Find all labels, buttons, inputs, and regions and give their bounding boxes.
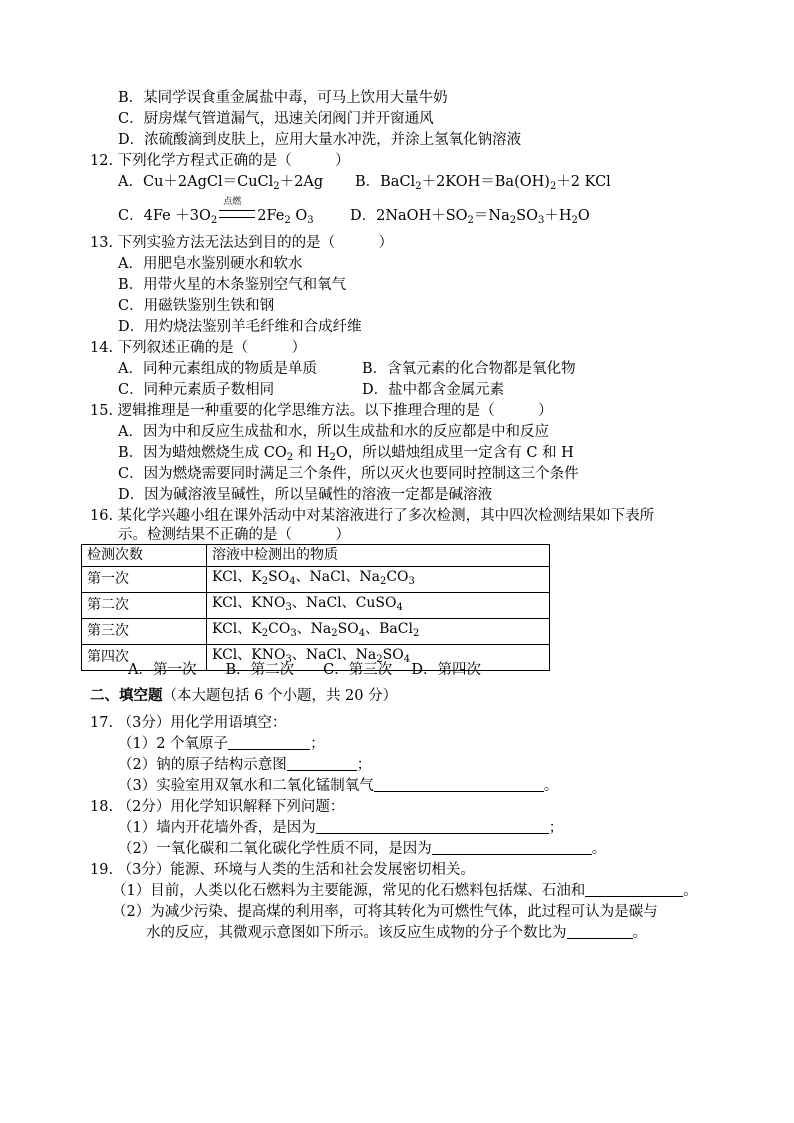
- section-heading: [90, 686, 397, 706]
- answer-blank[interactable]: [316, 819, 549, 834]
- q12-option-a: A．Cu＋2AgCl＝CuCl$_2$＋2Ag: [118, 174, 324, 192]
- q18-part2: （2）一氧化碳和二氧化碳化学性质不同，是因为 。: [118, 841, 607, 857]
- q11-option-b: B．某同学误食重金属盐中毒，可马上饮用大量牛奶: [118, 90, 448, 106]
- table-row: [82, 619, 550, 645]
- table-cell-label: 第二次: [82, 593, 207, 619]
- q13-option-c: C．用磁铁鉴别生铁和钢: [118, 298, 275, 314]
- q13-option-a: A．用肥皂水鉴别硬水和软水: [118, 256, 303, 272]
- table-cell-substances: KCl、$K_2SO_4$、NaCl、$Na_2CO_3$: [207, 567, 550, 593]
- table-header-cell: 溶液中检测出的物质: [207, 545, 550, 567]
- q18-stem: 18. （2分）用化学知识解释下列问题：: [90, 799, 345, 815]
- q12-stem: 12. 下列化学方程式正确的是（ ）: [90, 153, 350, 169]
- q15-option-b: B．因为蜡烛燃烧生成 $CO_2$ 和 $H_2O$，所以蜡烛组成里一定含有 C 和 H: [118, 445, 574, 463]
- q14-stem: 14. 下列叙述正确的是（ ）: [90, 340, 307, 356]
- section-title: 二、填空题: [90, 687, 163, 704]
- table-cell-label: 第一次: [82, 567, 207, 593]
- q19-part2-cont: 水的反应，其微观示意图如下所示。该反应生成物的分子个数比为 。: [146, 925, 647, 941]
- q19-stem: 19. （3分）能源、环境与人类的生活和社会发展密切相关。: [90, 862, 475, 878]
- table-row: [82, 593, 550, 619]
- q12-option-b: B．$BaCl_2+2KOH=Ba(OH)_2+2$ KCl: [355, 174, 611, 192]
- q13-stem: 13. 下列实验方法无法达到目的的是（ ）: [90, 235, 394, 251]
- q19-part1: （1）目前，人类以化石燃料为主要能源，常见的化石燃料包括煤、石油和 。: [112, 883, 698, 899]
- q16-stem: 16. 某化学兴趣小组在课外活动中对某溶液进行了多次检测，其中四次检测结果如下表所: [90, 508, 655, 524]
- q14-option-b: B．含氧元素的化合物都是氧化物: [362, 361, 576, 377]
- table-row: [82, 567, 550, 593]
- q17-part2: （2）钠的原子结构示意图 ；: [118, 757, 372, 773]
- section-note: （本大题包括 6 个小题，共 20 分）: [162, 688, 398, 704]
- q16-options: A．第一次 B．第二次 C．第三次 D．第四次: [128, 662, 481, 678]
- table-cell-label: 第四次: [82, 645, 207, 671]
- answer-blank[interactable]: [374, 777, 544, 792]
- q17-part3: （3）实验室用双氧水和二氧化锰制氧气 。: [118, 778, 559, 794]
- q13-option-d: D．用灼烧法鉴别羊毛纤维和合成纤维: [118, 319, 362, 335]
- q17-stem: 17. （3分）用化学用语填空：: [90, 715, 287, 731]
- answer-blank[interactable]: [585, 882, 683, 897]
- q14-option-a: A．同种元素组成的物质是单质: [118, 361, 317, 377]
- answer-blank[interactable]: [287, 756, 357, 771]
- q17-part1: （1）2 个氧原子 ；: [118, 736, 325, 752]
- reaction-condition: 点燃: [217, 206, 257, 226]
- answer-blank[interactable]: [228, 735, 310, 750]
- table-header-row: [82, 545, 550, 567]
- table-cell-substances: KCl、$KNO_3$、NaCl、CuSO$_4$: [207, 593, 550, 619]
- q18-part1: （1）墙内开花墙外香，是因为 ；: [118, 820, 564, 836]
- q16-stem-cont: 示。检测结果不正确的是（ ）: [118, 527, 350, 543]
- q15-option-d: D．因为碱溶液呈碱性，所以呈碱性的溶液一定都是碱溶液: [118, 487, 493, 503]
- q15-option-a: A．因为中和反应生成盐和水，所以生成盐和水的反应都是中和反应: [118, 424, 549, 440]
- table-cell-substances: KCl、$KNO_3$、NaCl、$Na_2SO_4$: [207, 645, 550, 671]
- answer-blank[interactable]: [567, 924, 633, 939]
- q13-option-b: B．用带火星的木条鉴别空气和氧气: [118, 277, 347, 293]
- table-cell-substances: KCl、$K_2CO_3$、$Na_2SO_4$、BaCl$_2$: [207, 619, 550, 645]
- q11-option-c: C．厨房煤气管道漏气，迅速关闭阀门并开窗通风: [118, 111, 434, 127]
- q12-option-d: D．$2NaOH+SO_2=Na_2SO_3+H_2O$: [350, 208, 590, 226]
- q11-option-d: D．浓硫酸滴到皮肤上，应用大量水冲洗，并涂上氢氧化钠溶液: [118, 132, 522, 148]
- q14-option-d: D．盐中都含金属元素: [362, 382, 505, 398]
- table-header-cell: 检测次数: [82, 545, 207, 567]
- q14-option-c: C．同种元素质子数相同: [118, 382, 275, 398]
- q19-part2: （2）为减少污染、提高煤的利用率，可将其转化为可燃性气体，此过程可认为是碳与: [112, 904, 658, 920]
- detection-table: [81, 544, 550, 671]
- q15-option-c: C．因为燃烧需要同时满足三个条件，所以灭火也要同时控制这三个条件: [118, 466, 579, 482]
- table-cell-label: 第三次: [82, 619, 207, 645]
- q12-option-c: C．$4Fe +3O_2$ 点燃 $2Fe_2$ $O_3$: [118, 197, 314, 226]
- q15-stem: 15. 逻辑推理是一种重要的化学思维方法。以下推理合理的是（ ）: [90, 403, 553, 419]
- answer-blank[interactable]: [432, 840, 592, 855]
